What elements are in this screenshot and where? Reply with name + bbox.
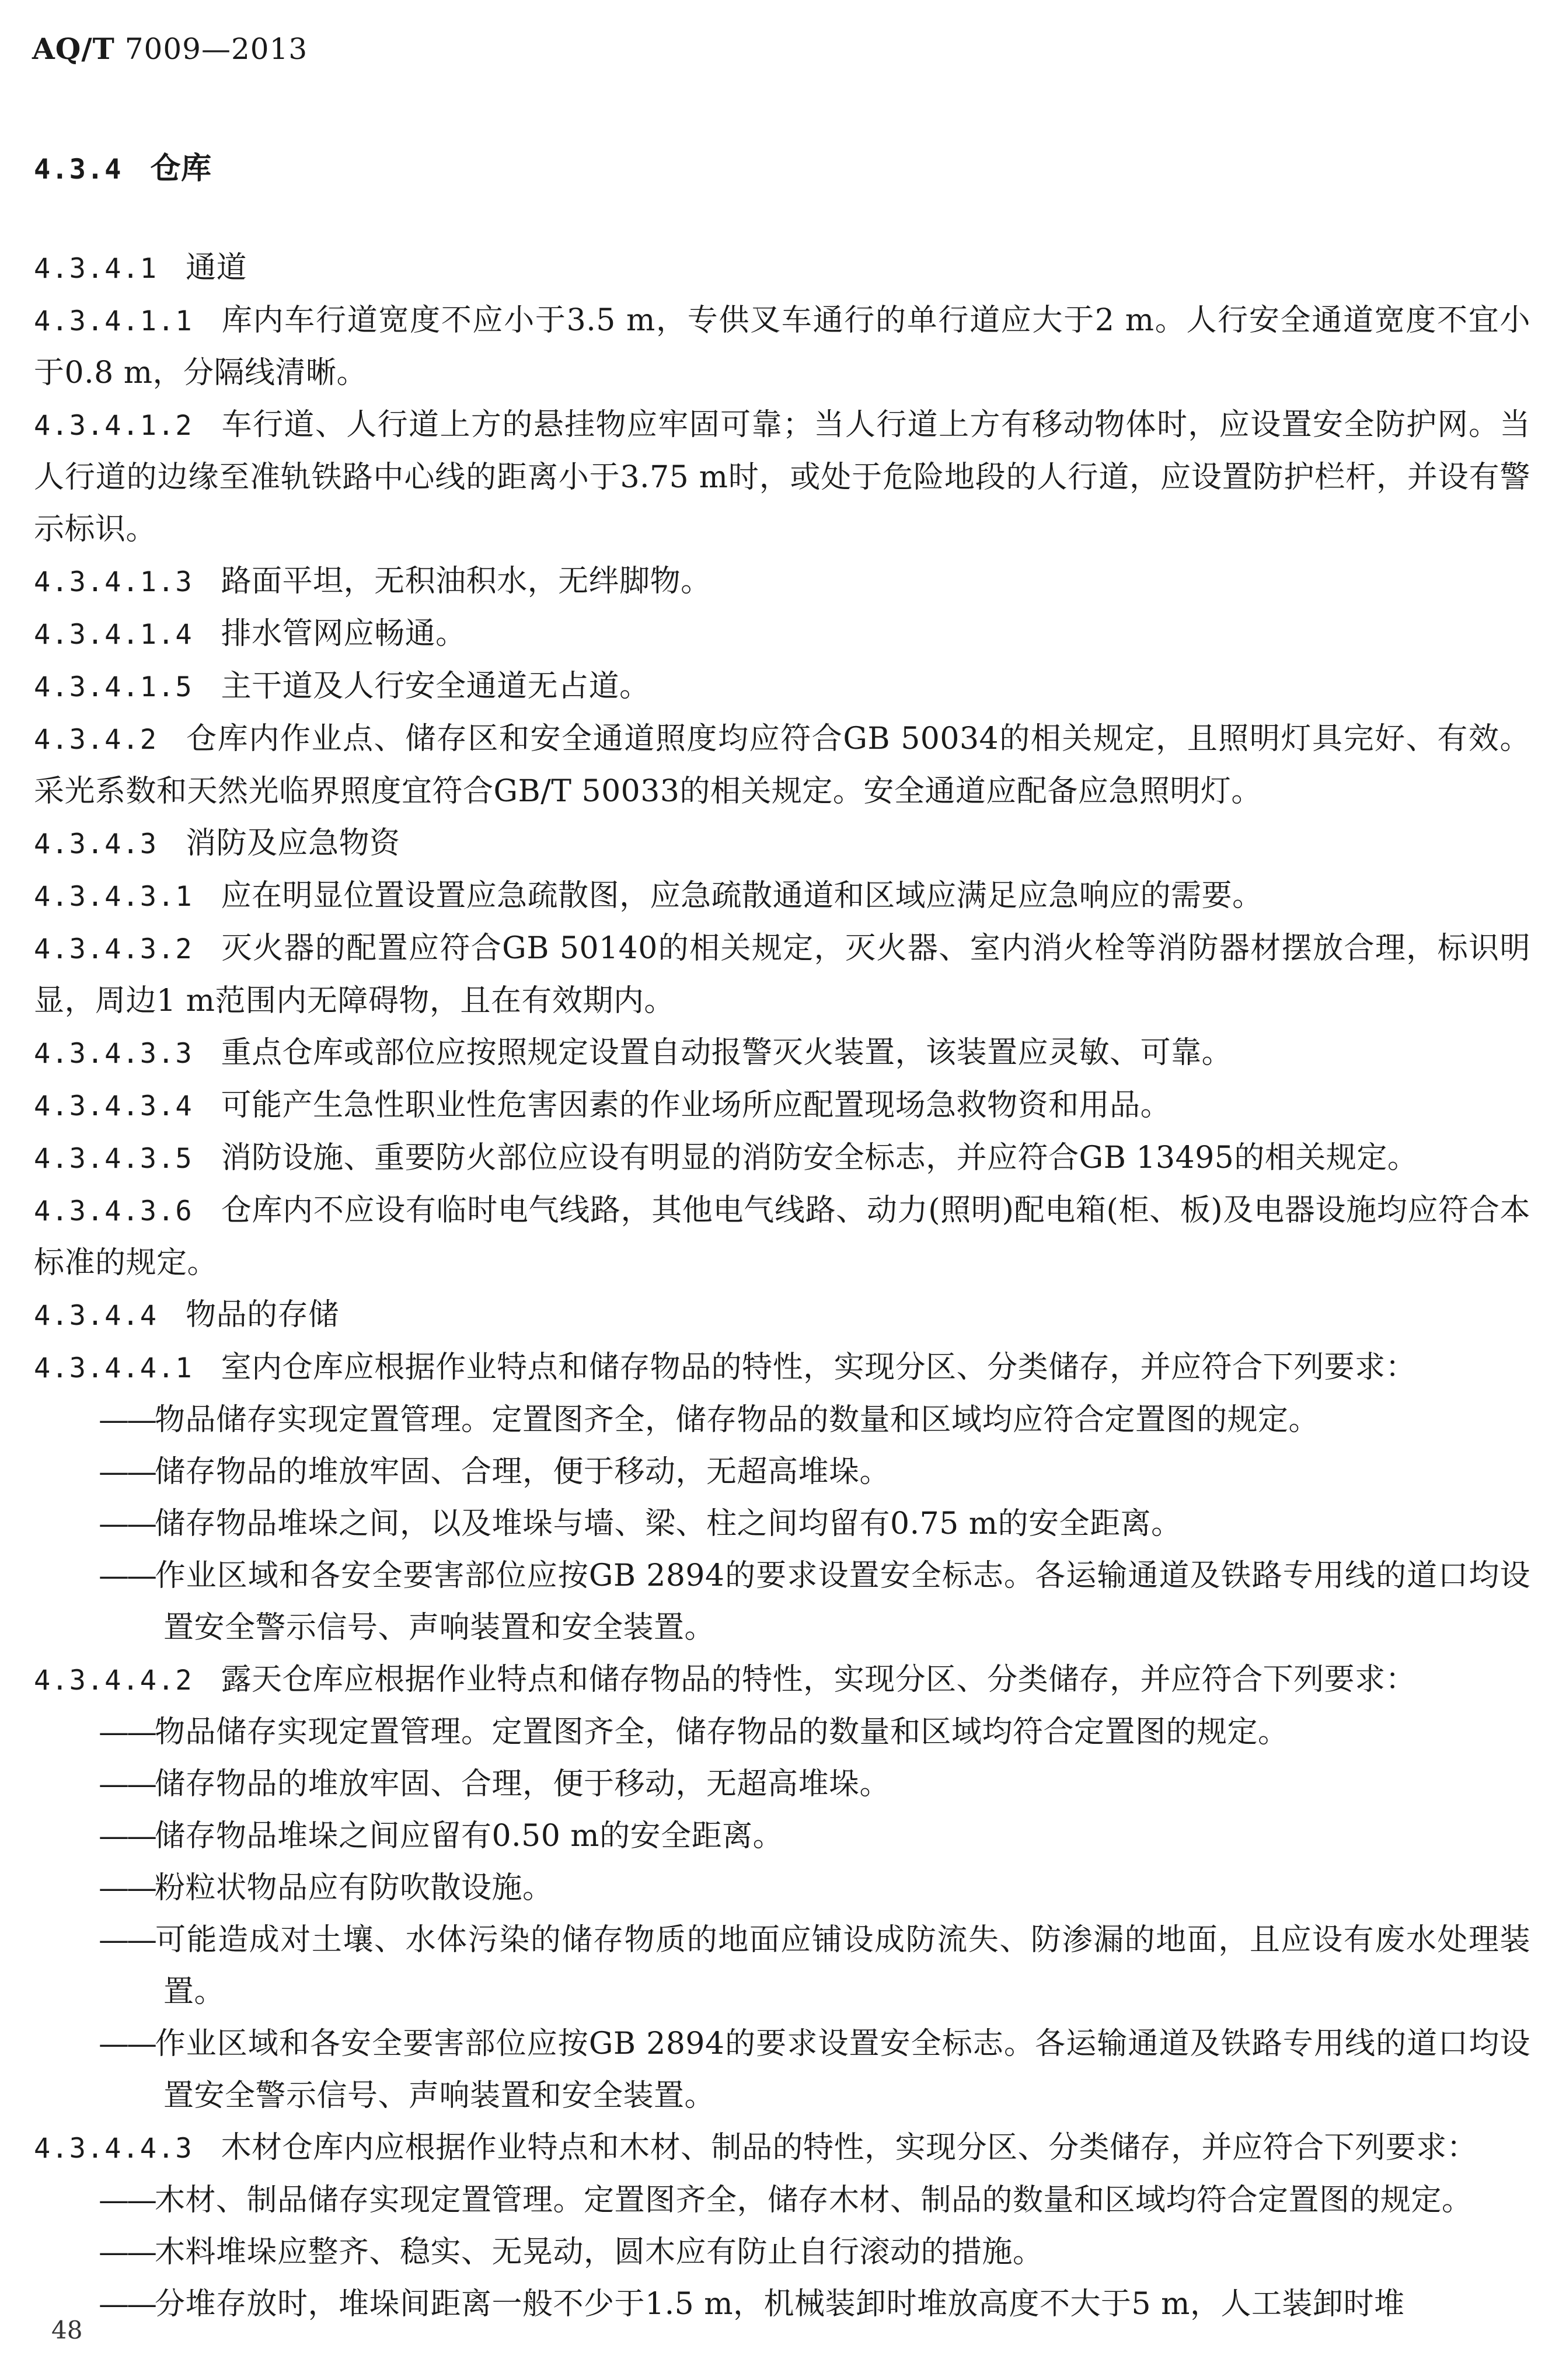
clause: [34, 923, 1530, 1027]
clause: [34, 242, 1530, 295]
list-item: [99, 1550, 1530, 1654]
clause-text: 露天仓库应根据作业特点和储存物品的特性，实现分区、分类储存，并应符合下列要求：: [221, 1662, 1417, 1697]
list-item: [99, 2018, 1530, 2122]
list-dash: ——: [99, 2183, 155, 2218]
clause-text: 储存物品堆垛之间应留有0.50 m的安全距离。: [155, 1819, 784, 1854]
clause-text: 物品的存储: [186, 1297, 339, 1332]
list-item: [99, 2227, 1530, 2278]
list-dash: ——: [99, 1558, 155, 1593]
list-dash: ——: [99, 1454, 155, 1489]
list-item: [99, 2175, 1530, 2227]
clause-text: 可能产生急性职业性危害因素的作业场所应配置现场急救物资和用品。: [221, 1088, 1171, 1123]
clause-number: 4.3.4.1.4: [34, 619, 193, 651]
standard-code-prefix: AQ/T: [32, 32, 115, 66]
clause: [34, 295, 1530, 399]
list-item: [99, 1446, 1530, 1498]
clause-text: 仓库内作业点、储存区和安全通道照度均应符合GB 50034的相关规定，且照明灯具完好、有效。采光系数和天然光临界照度宜符合GB/T 50033的相关规定。安全通道应配备应急照明灯。: [34, 721, 1530, 809]
clause-number: 4.3.4: [34, 153, 123, 186]
clause-number: 4.3.4.3.4: [34, 1090, 193, 1122]
clause-text: 可能造成对土壤、水体污染的储存物质的地面应铺设成防流失、防渗漏的地面，且应设有废水处理装置。: [155, 1922, 1530, 2009]
list-dash: ——: [99, 1506, 155, 1541]
clause-text: 消防设施、重要防火部位应设有明显的消防安全标志，并应符合GB 13495的相关规定。: [221, 1140, 1418, 1175]
clause-text: 重点仓库或部位应按照规定设置自动报警灭火装置，该装置应灵敏、可靠。: [221, 1035, 1233, 1070]
clause: [34, 608, 1530, 661]
list-dash: ——: [99, 1871, 155, 1906]
clause: [34, 399, 1530, 556]
clause-text: 灭火器的配置应符合GB 50140的相关规定，灭火器、室内消火栓等消防器材摆放合理，标识明显，周边1 m范围内无障碍物，且在有效期内。: [34, 931, 1530, 1018]
list-item: [99, 1914, 1530, 2018]
list-item: [99, 1758, 1530, 1810]
clause: [34, 1289, 1530, 1342]
section-heading: [34, 142, 1530, 196]
clause: [34, 661, 1530, 713]
clause-number: 4.3.4.3.3: [34, 1038, 193, 1070]
clause: [34, 818, 1530, 870]
clause: [34, 1654, 1530, 1707]
clause-text: 排水管网应畅通。: [221, 616, 466, 651]
clause-text: 库内车行道宽度不应小于3.5 m，专供叉车通行的单行道应大于2 m。人行安全通道宽度不宜小于0.8 m，分隔线清晰。: [34, 303, 1530, 390]
list-item: [99, 1498, 1530, 1550]
clause-text: 木料堆垛应整齐、稳实、无晃动，圆木应有防止自行滚动的措施。: [155, 2235, 1044, 2270]
list-dash: ——: [99, 1767, 155, 1802]
clause: [34, 1080, 1530, 1132]
clause: [34, 2122, 1530, 2175]
clause-number: 4.3.4.4.3: [34, 2133, 193, 2165]
list-dash: ——: [99, 2026, 155, 2061]
clause-text: 粉粒状物品应有防吹散设施。: [155, 1871, 553, 1906]
clause-text: 主干道及人行安全通道无占道。: [221, 669, 650, 704]
list-dash: ——: [99, 1922, 155, 1957]
clause-text: 储存物品堆垛之间，以及堆垛与墙、梁、柱之间均留有0.75 m的安全距离。: [155, 1506, 1182, 1541]
clause-text: 作业区域和各安全要害部位应按GB 2894的要求设置安全标志。各运输通道及铁路专用线的道口均设置安全警示信号、声响装置和安全装置。: [155, 1558, 1530, 1645]
clause: [34, 1185, 1530, 1289]
clause-number: 4.3.4.3.1: [34, 881, 193, 913]
document-body: [34, 142, 1530, 2330]
clause-number: 4.3.4.1.5: [34, 671, 193, 703]
clause-number: 4.3.4.1.1: [34, 305, 193, 337]
clause-number: 4.3.4.3.2: [34, 933, 193, 965]
clause: [34, 1132, 1530, 1185]
clause-text: 物品储存实现定置管理。定置图齐全，储存物品的数量和区域均应符合定置图的规定。: [155, 1402, 1320, 1437]
list-dash: ——: [99, 1819, 155, 1854]
list-item: [99, 1810, 1530, 1862]
clause-text: 木材仓库内应根据作业特点和木材、制品的特性，实现分区、分类储存，并应符合下列要求：: [221, 2130, 1478, 2165]
standard-code-header: [32, 30, 308, 68]
list-dash: ——: [99, 2235, 155, 2270]
list-item: [99, 1394, 1530, 1446]
clause-text: 车行道、人行道上方的悬挂物应牢固可靠；当人行道上方有移动物体时，应设置安全防护网。当人行道的边缘至准轨铁路中心线的距离小于3.75 m时，或处于危险地段的人行道，应设置防护栏杆，并设有警示标识。: [34, 407, 1530, 547]
clause: [34, 713, 1530, 818]
clause-number: 4.3.4.2: [34, 724, 158, 756]
clause-number: 4.3.4.4.2: [34, 1664, 193, 1697]
clause-text: 作业区域和各安全要害部位应按GB 2894的要求设置安全标志。各运输通道及铁路专用线的道口均设置安全警示信号、声响装置和安全装置。: [155, 2026, 1530, 2113]
clause-number: 4.3.4.1.2: [34, 410, 193, 442]
clause-text: 分堆存放时，堆垛间距离一般不少于1.5 m，机械装卸时堆放高度不大于5 m，人工装卸时堆: [155, 2287, 1405, 2322]
clause-text: 物品储存实现定置管理。定置图齐全，储存物品的数量和区域均符合定置图的规定。: [155, 1715, 1289, 1750]
clause-text: 路面平坦，无积油积水，无绊脚物。: [221, 564, 712, 599]
clause-text: 木材、制品储存实现定置管理。定置图齐全，储存木材、制品的数量和区域均符合定置图的规定。: [155, 2183, 1473, 2218]
clause-text: 通道: [186, 250, 247, 285]
clause-number: 4.3.4.3.5: [34, 1143, 193, 1175]
clause-number: 4.3.4.3.6: [34, 1195, 193, 1227]
list-dash: ——: [99, 2287, 155, 2322]
clause-text: 仓库: [150, 151, 212, 186]
clause-text: 储存物品的堆放牢固、合理，便于移动，无超高堆垛。: [155, 1767, 891, 1802]
clause: [34, 1027, 1530, 1080]
clause-text: 消防及应急物资: [186, 826, 400, 861]
standard-code-number: 7009—2013: [114, 32, 308, 66]
list-dash: ——: [99, 1402, 155, 1437]
clause-text: 储存物品的堆放牢固、合理，便于移动，无超高堆垛。: [155, 1454, 891, 1489]
clause: [34, 556, 1530, 608]
clause-number: 4.3.4.1.3: [34, 566, 193, 598]
clause-number: 4.3.4.4.1: [34, 1352, 193, 1384]
page-number: 48: [51, 2316, 83, 2344]
clause-number: 4.3.4.3: [34, 828, 158, 860]
clause-text: 应在明显位置设置应急疏散图，应急疏散通道和区域应满足应急响应的需要。: [221, 878, 1263, 913]
clause-number: 4.3.4.4: [34, 1300, 158, 1332]
clause: [34, 870, 1530, 923]
clause: [34, 1342, 1530, 1394]
list-item: [99, 2278, 1530, 2330]
clause-text: 仓库内不应设有临时电气线路，其他电气线路、动力(照明)配电箱(柜、板)及电器设施均应符合本标准的规定。: [34, 1193, 1530, 1280]
list-item: [99, 1707, 1530, 1758]
list-item: [99, 1862, 1530, 1914]
list-dash: ——: [99, 1715, 155, 1750]
clause-number: 4.3.4.1: [34, 253, 158, 285]
clause-text: 室内仓库应根据作业特点和储存物品的特性，实现分区、分类储存，并应符合下列要求：: [221, 1350, 1417, 1385]
